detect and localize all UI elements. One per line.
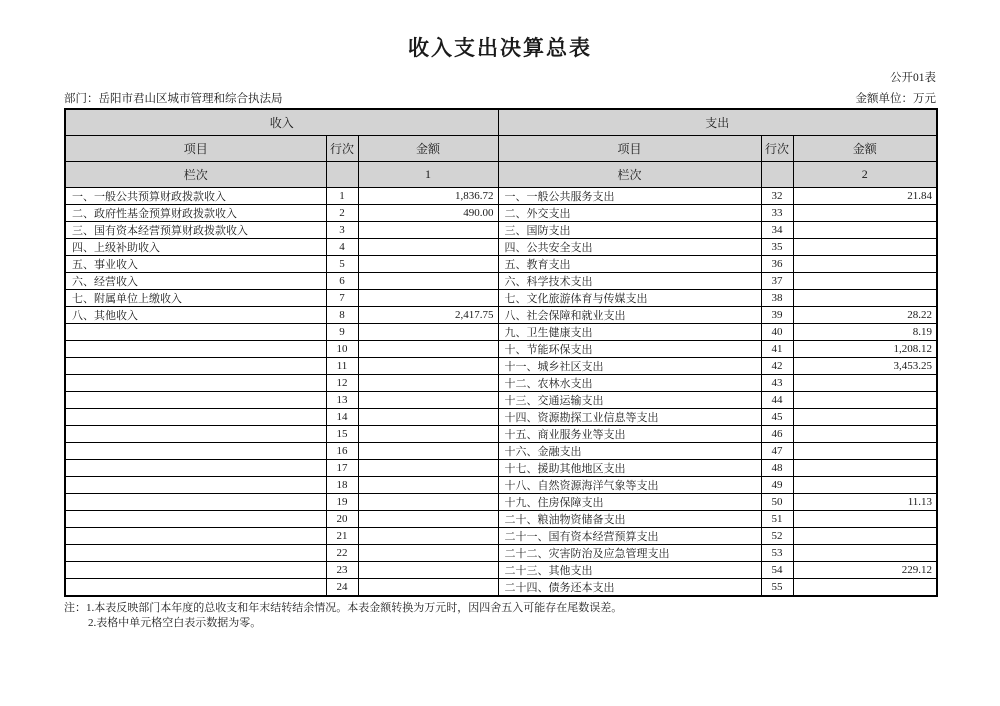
expense-item-cell: 十三、交通运输支出 [498, 391, 761, 408]
income-amount-cell [358, 561, 498, 578]
income-line-cell: 11 [326, 357, 358, 374]
expense-item-cell: 三、国防支出 [498, 221, 761, 238]
income-amount-cell [358, 357, 498, 374]
expense-item-cell: 六、科学技术支出 [498, 272, 761, 289]
form-code: 公开01表 [890, 72, 936, 84]
income-amount-cell [358, 459, 498, 476]
income-line-cell: 8 [326, 306, 358, 323]
expense-line-cell: 39 [761, 306, 793, 323]
expense-line-cell: 41 [761, 340, 793, 357]
table-body [65, 187, 937, 596]
expense-item-cell: 九、卫生健康支出 [498, 323, 761, 340]
expense-amount-cell [793, 289, 937, 306]
table-row [65, 442, 937, 459]
expense-item-cell: 十七、援助其他地区支出 [498, 459, 761, 476]
department-label: 部门：岳阳市君山区城市管理和综合执法局 [64, 93, 283, 105]
meta-row [64, 90, 936, 106]
expense-section-header: 支出 [498, 109, 937, 135]
table-row [65, 340, 937, 357]
table-row [65, 578, 937, 596]
income-line-cell: 4 [326, 238, 358, 255]
expense-line-cell: 50 [761, 493, 793, 510]
income-item-cell: 八、其他收入 [65, 306, 326, 323]
expense-amount-cell: 21.84 [793, 187, 937, 204]
income-line-cell: 3 [326, 221, 358, 238]
note-line [64, 616, 964, 632]
expense-item-cell: 二十一、国有资本经营预算支出 [498, 527, 761, 544]
expense-amount-cell [793, 204, 937, 221]
table-header [65, 109, 937, 187]
expense-amount-cell [793, 408, 937, 425]
expense-line-cell: 47 [761, 442, 793, 459]
expense-item-cell: 十八、自然资源海洋气象等支出 [498, 476, 761, 493]
expense-item-cell: 二十、粮油物资储备支出 [498, 510, 761, 527]
income-item-cell: 四、上级补助收入 [65, 238, 326, 255]
expense-amount-cell [793, 544, 937, 561]
income-amount-header: 金额 [358, 135, 498, 161]
income-item-cell [65, 527, 326, 544]
expense-index-number: 2 [793, 161, 937, 187]
expense-line-cell: 55 [761, 578, 793, 596]
expense-amount-cell [793, 221, 937, 238]
income-amount-cell [358, 578, 498, 596]
expense-line-cell: 40 [761, 323, 793, 340]
expense-amount-cell [793, 578, 937, 596]
expense-amount-cell [793, 510, 937, 527]
table-row [65, 357, 937, 374]
column-header-row [65, 135, 937, 161]
income-item-cell [65, 391, 326, 408]
expense-index-blank [761, 161, 793, 187]
income-amount-cell [358, 255, 498, 272]
budget-table [64, 108, 938, 597]
income-line-cell: 14 [326, 408, 358, 425]
expense-amount-cell [793, 238, 937, 255]
income-line-cell: 16 [326, 442, 358, 459]
income-line-cell: 17 [326, 459, 358, 476]
expense-amount-cell [793, 459, 937, 476]
expense-line-cell: 34 [761, 221, 793, 238]
table-row [65, 323, 937, 340]
income-amount-cell: 1,836.72 [358, 187, 498, 204]
expense-amount-cell: 3,453.25 [793, 357, 937, 374]
income-item-cell [65, 578, 326, 596]
expense-amount-cell: 1,208.12 [793, 340, 937, 357]
table-row [65, 459, 937, 476]
expense-line-cell: 33 [761, 204, 793, 221]
expense-line-cell: 32 [761, 187, 793, 204]
income-item-cell: 一、一般公共预算财政拨款收入 [65, 187, 326, 204]
page-title: 收入支出决算总表 [408, 36, 592, 60]
expense-amount-cell [793, 425, 937, 442]
expense-item-cell: 二十二、灾害防治及应急管理支出 [498, 544, 761, 561]
table-row [65, 561, 937, 578]
table-row [65, 187, 937, 204]
income-item-cell [65, 442, 326, 459]
table-row [65, 476, 937, 493]
income-item-cell [65, 323, 326, 340]
expense-item-cell: 八、社会保障和就业支出 [498, 306, 761, 323]
amount-unit-label: 金额单位：万元 [855, 93, 936, 105]
income-amount-cell: 490.00 [358, 204, 498, 221]
income-index-label: 栏次 [65, 161, 326, 187]
expense-item-cell: 十九、住房保障支出 [498, 493, 761, 510]
income-item-cell [65, 459, 326, 476]
table-row [65, 425, 937, 442]
table-row [65, 289, 937, 306]
income-item-cell [65, 357, 326, 374]
income-amount-cell [358, 221, 498, 238]
expense-line-cell: 48 [761, 459, 793, 476]
income-amount-cell [358, 442, 498, 459]
expense-line-cell: 38 [761, 289, 793, 306]
table-row [65, 306, 937, 323]
income-line-cell: 5 [326, 255, 358, 272]
income-index-blank [326, 161, 358, 187]
income-amount-cell: 2,417.75 [358, 306, 498, 323]
expense-amount-header: 金额 [793, 135, 937, 161]
income-line-cell: 6 [326, 272, 358, 289]
table-row [65, 255, 937, 272]
income-amount-cell [358, 527, 498, 544]
table-row [65, 408, 937, 425]
note-text-1: 1.本表反映部门本年度的总收支和年末结转结余情况。本表金额转换为万元时，因四舍五入可能存在尾数误差。 [86, 601, 623, 614]
index-header-row [65, 161, 937, 187]
note-prefix: 注： [64, 601, 86, 614]
income-amount-cell [358, 391, 498, 408]
expense-amount-cell: 28.22 [793, 306, 937, 323]
income-amount-cell [358, 493, 498, 510]
income-item-header: 项目 [65, 135, 326, 161]
expense-amount-cell [793, 272, 937, 289]
income-item-cell: 三、国有资本经营预算财政拨款收入 [65, 221, 326, 238]
income-line-cell: 15 [326, 425, 358, 442]
income-line-cell: 19 [326, 493, 358, 510]
expense-item-header: 项目 [498, 135, 761, 161]
expense-item-cell: 二十三、其他支出 [498, 561, 761, 578]
income-item-cell [65, 374, 326, 391]
income-line-cell: 1 [326, 187, 358, 204]
income-line-cell: 23 [326, 561, 358, 578]
income-index-number: 1 [358, 161, 498, 187]
expense-line-cell: 45 [761, 408, 793, 425]
expense-item-cell: 十六、金融支出 [498, 442, 761, 459]
expense-index-label: 栏次 [498, 161, 761, 187]
expense-line-cell: 49 [761, 476, 793, 493]
table-row [65, 544, 937, 561]
income-item-cell: 五、事业收入 [65, 255, 326, 272]
expense-item-cell: 五、教育支出 [498, 255, 761, 272]
income-line-cell: 18 [326, 476, 358, 493]
income-amount-cell [358, 425, 498, 442]
section-header-row [65, 109, 937, 135]
expense-item-cell: 十二、农林水支出 [498, 374, 761, 391]
income-amount-cell [358, 510, 498, 527]
income-item-cell [65, 561, 326, 578]
table-row [65, 374, 937, 391]
income-item-cell [65, 425, 326, 442]
expense-line-cell: 35 [761, 238, 793, 255]
expense-line-cell: 53 [761, 544, 793, 561]
expense-item-cell: 七、文化旅游体育与传媒支出 [498, 289, 761, 306]
income-line-cell: 13 [326, 391, 358, 408]
expense-item-cell: 二十四、债务还本支出 [498, 578, 761, 596]
income-line-cell: 12 [326, 374, 358, 391]
expense-line-cell: 44 [761, 391, 793, 408]
income-item-cell [65, 493, 326, 510]
income-item-cell [65, 408, 326, 425]
expense-line-cell: 54 [761, 561, 793, 578]
income-line-cell: 24 [326, 578, 358, 596]
income-line-header: 行次 [326, 135, 358, 161]
income-item-cell: 七、附属单位上缴收入 [65, 289, 326, 306]
expense-item-cell: 一、一般公共服务支出 [498, 187, 761, 204]
expense-item-cell: 十一、城乡社区支出 [498, 357, 761, 374]
income-amount-cell [358, 272, 498, 289]
income-line-cell: 7 [326, 289, 358, 306]
income-line-cell: 21 [326, 527, 358, 544]
expense-amount-cell: 229.12 [793, 561, 937, 578]
expense-item-cell: 二、外交支出 [498, 204, 761, 221]
table-row [65, 510, 937, 527]
table-row [65, 527, 937, 544]
income-line-cell: 2 [326, 204, 358, 221]
expense-item-cell: 十四、资源勘探工业信息等支出 [498, 408, 761, 425]
income-item-cell: 六、经营收入 [65, 272, 326, 289]
expense-line-cell: 43 [761, 374, 793, 391]
expense-line-cell: 42 [761, 357, 793, 374]
expense-item-cell: 十五、商业服务业等支出 [498, 425, 761, 442]
income-line-cell: 10 [326, 340, 358, 357]
income-item-cell [65, 510, 326, 527]
income-amount-cell [358, 323, 498, 340]
income-amount-cell [358, 289, 498, 306]
table-row [65, 238, 937, 255]
table-row [65, 204, 937, 221]
expense-amount-cell [793, 255, 937, 272]
expense-line-cell: 36 [761, 255, 793, 272]
income-item-cell [65, 340, 326, 357]
table-row [65, 272, 937, 289]
income-amount-cell [358, 544, 498, 561]
table-row [65, 493, 937, 510]
income-amount-cell [358, 374, 498, 391]
expense-line-cell: 46 [761, 425, 793, 442]
expense-amount-cell: 8.19 [793, 323, 937, 340]
income-amount-cell [358, 408, 498, 425]
income-line-cell: 22 [326, 544, 358, 561]
income-item-cell [65, 476, 326, 493]
note-line [64, 601, 964, 617]
expense-amount-cell [793, 442, 937, 459]
expense-amount-cell [793, 476, 937, 493]
footer-notes [64, 601, 964, 633]
expense-line-cell: 37 [761, 272, 793, 289]
expense-amount-cell: 11.13 [793, 493, 937, 510]
expense-item-cell: 四、公共安全支出 [498, 238, 761, 255]
note-text-2: 2.表格中单元格空白表示数据为零。 [88, 617, 262, 630]
income-amount-cell [358, 476, 498, 493]
expense-item-cell: 十、节能环保支出 [498, 340, 761, 357]
expense-line-cell: 51 [761, 510, 793, 527]
expense-amount-cell [793, 391, 937, 408]
income-line-cell: 9 [326, 323, 358, 340]
income-amount-cell [358, 238, 498, 255]
expense-amount-cell [793, 527, 937, 544]
table-row [65, 391, 937, 408]
income-item-cell: 二、政府性基金预算财政拨款收入 [65, 204, 326, 221]
income-line-cell: 20 [326, 510, 358, 527]
table-row [65, 221, 937, 238]
income-amount-cell [358, 340, 498, 357]
expense-line-header: 行次 [761, 135, 793, 161]
income-item-cell [65, 544, 326, 561]
income-section-header: 收入 [65, 109, 498, 135]
expense-amount-cell [793, 374, 937, 391]
expense-line-cell: 52 [761, 527, 793, 544]
